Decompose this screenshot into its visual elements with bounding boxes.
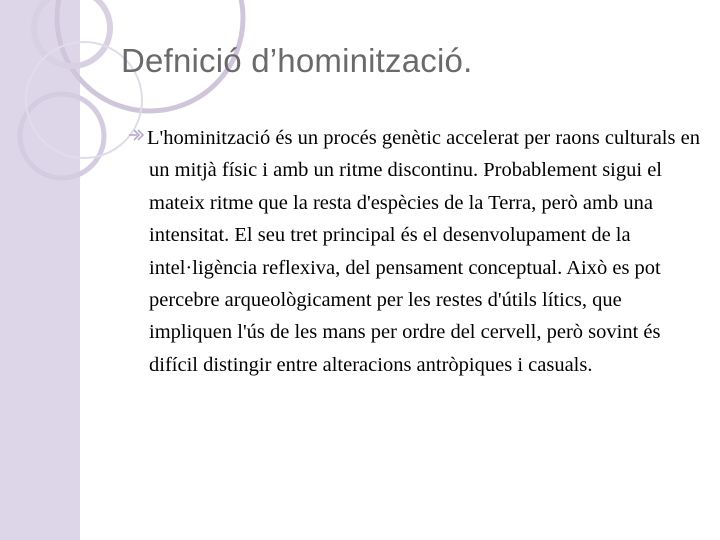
bullet-item bbox=[128, 122, 700, 381]
decorative-circle-small bbox=[20, 94, 104, 178]
bullet-text: L'hominització és un procés genètic accelerat per raons culturals en un mitjà físic i amb un ritme discontinu. Probablement sigui el mateix ritme que la resta d'espècies de la Terra, però amb una intensitat. El seu tret principal és el desenvolupament de la intel·ligència reflexiva, del pensament conceptual. Això es pot percebre arqueològicament per les restes d'útils lítics, que impliquen l'ús de les mans per ordre del cervell, però sovint és difícil distingir entre alteracions antròpiques i casuals. bbox=[147, 127, 700, 376]
arrow-bullet-icon bbox=[128, 128, 144, 142]
slide-title: Defnició d’hominització. bbox=[121, 42, 473, 79]
